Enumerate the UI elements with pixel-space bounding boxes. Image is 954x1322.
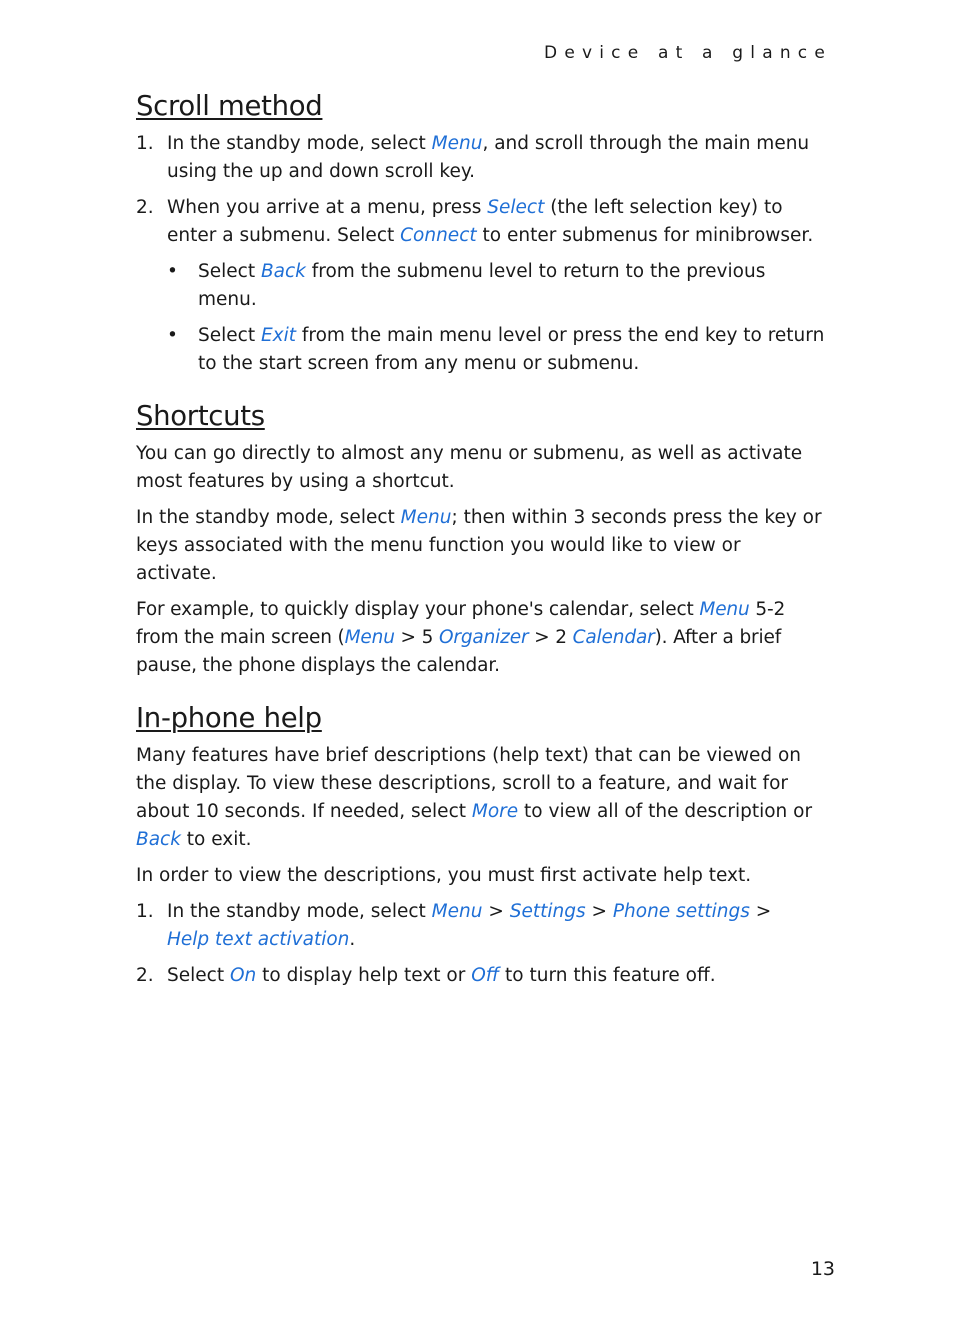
heading-shortcuts: Shortcuts xyxy=(136,400,265,432)
ui-term-menu: Menu xyxy=(400,507,452,528)
shortcuts-example xyxy=(136,596,826,680)
scroll-step-1 xyxy=(136,130,826,186)
bullet-text: from the main menu level or press the end key to return to the start screen from any menu or submenu. xyxy=(198,325,825,374)
scroll-steps xyxy=(136,130,826,378)
step-text: (the left selection key) to enter a submenu. Select xyxy=(167,197,783,246)
help-step-1 xyxy=(136,898,826,954)
step-text: . xyxy=(349,929,356,950)
para-text: ; then within 3 seconds press the key or keys associated with the menu function you would like to view or activate. xyxy=(136,507,822,584)
shortcuts-intro: You can go directly to almost any menu or submenu, as well as activate most features by using a shortcut. xyxy=(136,443,803,492)
ui-term-help-text-activation: Help text activation xyxy=(167,929,350,950)
scroll-step-2 xyxy=(136,194,826,378)
para-text: Many features have brief descriptions (help text) that can be viewed on the display. To view these descriptions, scroll to a feature, and wait for about 10 seconds. If needed, select xyxy=(136,745,801,822)
ui-term-menu: Menu xyxy=(431,133,483,154)
shortcuts-standby xyxy=(136,504,826,588)
scroll-substeps xyxy=(167,258,826,378)
step-number: 2. xyxy=(136,197,154,218)
step-number: 1. xyxy=(136,901,154,922)
step-text: In the standby mode, select xyxy=(167,901,432,922)
section-scroll-method xyxy=(136,86,826,378)
ui-term-settings: Settings xyxy=(509,901,586,922)
ui-term-on: On xyxy=(229,965,257,986)
help-intro xyxy=(136,742,826,854)
help-steps xyxy=(136,898,826,990)
para-text: In the standby mode, select xyxy=(136,507,401,528)
ui-term-menu: Menu xyxy=(431,901,483,922)
heading-in-phone-help: In-phone help xyxy=(136,702,322,734)
ui-term-menu: Menu xyxy=(699,599,750,620)
ui-term-back: Back xyxy=(136,829,181,850)
step-text: In the standby mode, select xyxy=(167,133,432,154)
ui-term-connect: Connect xyxy=(400,225,477,246)
step-text: > xyxy=(585,901,613,922)
substep-back xyxy=(167,258,826,314)
para-text: For example, to quickly display your phone's calendar, select xyxy=(136,599,700,620)
step-text: Select xyxy=(167,965,230,986)
ui-term-back: Back xyxy=(260,261,306,282)
ui-term-calendar: Calendar xyxy=(572,627,655,648)
ui-term-exit: Exit xyxy=(260,325,296,346)
ui-term-phone-settings: Phone settings xyxy=(612,901,750,922)
running-header: Device at a glance xyxy=(544,43,832,63)
ui-term-organizer: Organizer xyxy=(438,627,529,648)
para-text: > 5 xyxy=(394,627,439,648)
ui-term-off: Off xyxy=(471,965,500,986)
bullet-mark: • xyxy=(167,261,178,282)
step-text: to turn this feature off. xyxy=(499,965,716,986)
substep-exit xyxy=(167,322,826,378)
step-number: 2. xyxy=(136,965,154,986)
step-text: to enter submenus for minibrowser. xyxy=(476,225,814,246)
section-in-phone-help xyxy=(136,698,826,990)
page-number: 13 xyxy=(810,1258,835,1280)
ui-term-more: More xyxy=(471,801,519,822)
section-shortcuts xyxy=(136,396,826,680)
bullet-text: from the submenu level to return to the previous menu. xyxy=(198,261,766,310)
step-text: When you arrive at a menu, press xyxy=(167,197,488,218)
step-text: > xyxy=(482,901,510,922)
step-text: , and scroll through the main menu using the up and down scroll key. xyxy=(167,133,810,182)
step-number: 1. xyxy=(136,133,154,154)
ui-term-select: Select xyxy=(487,197,545,218)
help-step-2 xyxy=(136,962,826,990)
bullet-text: Select xyxy=(198,325,261,346)
para-text: 5-2 from the main screen ( xyxy=(136,599,786,648)
step-text: > xyxy=(749,901,772,922)
help-activate-note: In order to view the descriptions, you must first activate help text. xyxy=(136,865,752,886)
bullet-mark: • xyxy=(167,325,178,346)
para-text: > 2 xyxy=(528,627,573,648)
ui-term-menu: Menu xyxy=(344,627,395,648)
bullet-text: Select xyxy=(198,261,261,282)
page-content xyxy=(136,86,826,998)
para-text: to view all of the description or xyxy=(518,801,813,822)
para-text: to exit. xyxy=(180,829,252,850)
heading-scroll-method: Scroll method xyxy=(136,90,323,122)
para-text: ). After a brief pause, the phone displays the calendar. xyxy=(136,627,782,676)
step-text: to display help text or xyxy=(256,965,472,986)
